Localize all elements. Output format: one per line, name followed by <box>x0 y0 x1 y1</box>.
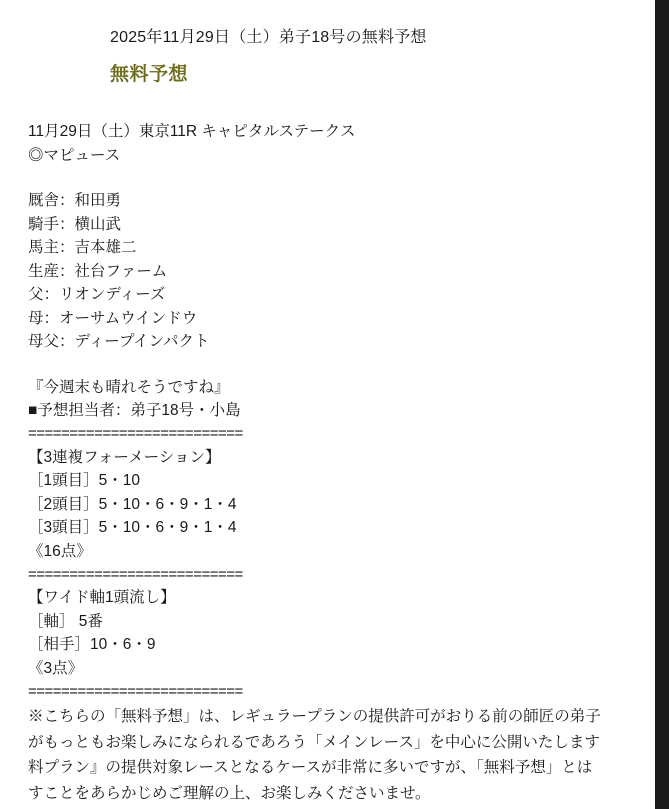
bet1-row-3: ［3頭目］5・10・6・9・1・4 <box>28 519 237 537</box>
bet1-points: 《16点》 <box>28 543 92 560</box>
bet1-row-1: ［1頭目］5・10 <box>28 472 140 490</box>
horse-info-dam: 母：オーサムウインドウ <box>28 309 198 327</box>
notice-line-1: ※こちらの「無料予想」は、レギュラープランの提供許可がおりる前の師匠の弟子 <box>28 708 601 726</box>
bet1-row-2: ［2頭目］5・10・6・9・1・4 <box>28 495 237 513</box>
spacer <box>28 167 655 189</box>
bet2-heading: 【ワイド軸1頭流し】 <box>28 589 176 607</box>
race-headline: 11月29日（土）東京11R キャピタルステークス <box>28 123 356 140</box>
bet2-row-2: ［相手］10・6・9 <box>28 636 156 654</box>
page-subtitle: 無料予想 <box>110 64 189 85</box>
race-pick: ◎マピュース <box>28 146 121 164</box>
prediction-body <box>0 120 655 703</box>
spacer <box>28 354 655 376</box>
notice-line-4: すことをあらかじめご理解の上、お楽しみくださいませ。 <box>28 784 431 802</box>
comment-quote: 『今週末も晴れそうですね』 <box>28 378 230 396</box>
horse-info-stable: 厩舎：和田勇 <box>28 192 122 210</box>
bet2-row-1: ［軸］ 5番 <box>28 612 103 630</box>
notice-line-2: がもっともお楽しみになられるであろう「メインレース」を中心に公開いたします <box>28 733 600 751</box>
separator-3: ========================== <box>28 682 243 700</box>
bet2-points: 《3点》 <box>28 659 84 677</box>
comment-author: ■予想担当者：弟子18号・小島 <box>28 402 241 420</box>
horse-info-breeder: 生産：社台ファーム <box>28 262 168 280</box>
bet1-heading: 【3連複フォーメーション】 <box>28 448 221 466</box>
horse-info-damsire: 母父：ディープインパクト <box>28 333 210 351</box>
separator-1: ========================== <box>28 425 243 443</box>
page-title: 2025年11月29日（土）弟子18号の無料予想 <box>110 29 427 46</box>
horse-info-sire: 父：リオンディーズ <box>28 286 166 304</box>
separator-2: ========================== <box>28 565 243 583</box>
horse-info-owner: 馬主：吉本雄二 <box>28 239 137 257</box>
horse-info-jockey: 騎手：横山武 <box>28 215 122 233</box>
notice-line-3: 料プラン』の提供対象レースとなるケースが非常に多いですが、「無料予想」とは <box>28 759 593 777</box>
